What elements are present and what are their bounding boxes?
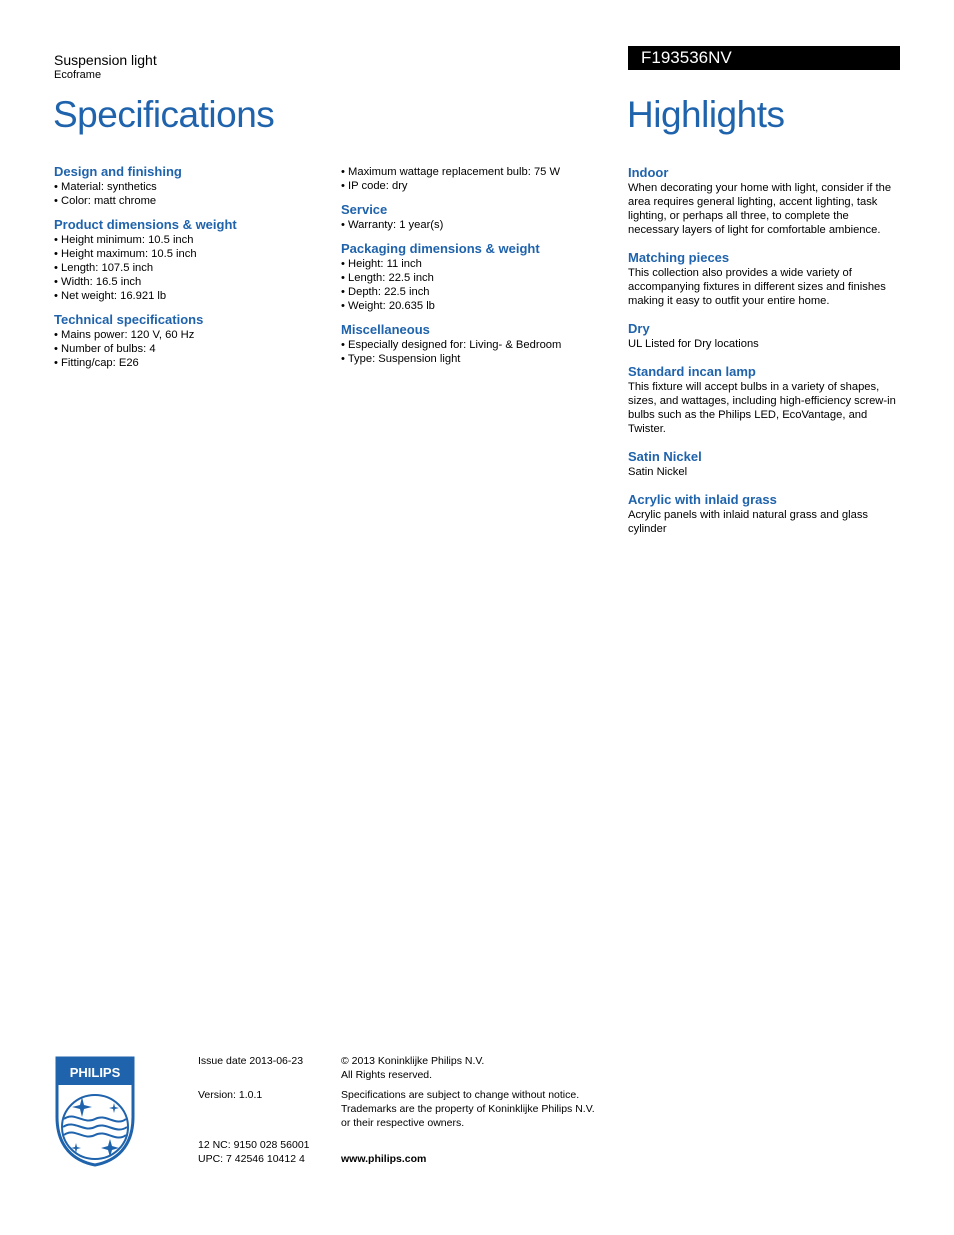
spec-item: • Especially designed for: Living- & Bedroom: [341, 338, 611, 352]
specifications-title: Specifications: [53, 94, 275, 135]
spec-item: • Depth: 22.5 inch: [341, 285, 611, 299]
spec-section-heading: Packaging dimensions & weight: [341, 241, 540, 256]
highlight-heading: Standard incan lamp: [628, 364, 756, 379]
spec-item: • Width: 16.5 inch: [54, 275, 324, 289]
spec-section-heading: Product dimensions & weight: [54, 217, 237, 232]
spec-item: • Mains power: 120 V, 60 Hz: [54, 328, 324, 342]
spec-section: [54, 217, 324, 303]
spec-section: [341, 241, 611, 313]
highlight-line: making it easy to outfit your entire home.: [628, 295, 830, 307]
footer-left: [198, 1054, 328, 1166]
spec-item: • Color: matt chrome: [54, 194, 324, 208]
spec-item: • Length: 22.5 inch: [341, 271, 611, 285]
highlight-heading: Acrylic with inlaid grass: [628, 492, 777, 507]
spec-item: • Fitting/cap: E26: [54, 356, 324, 370]
spec-item: • Warranty: 1 year(s): [341, 218, 611, 232]
spec-item: • Type: Suspension light: [341, 352, 611, 366]
product-type: Suspension light: [54, 52, 157, 68]
highlight-block: [628, 492, 908, 536]
spec-item: • Material: synthetics: [54, 180, 324, 194]
spec-item: • Height maximum: 10.5 inch: [54, 247, 324, 261]
highlight-heading: Indoor: [628, 165, 669, 180]
notice-line: or their respective owners.: [341, 1117, 465, 1129]
footer-right: [341, 1054, 621, 1166]
notice-line: Specifications are subject to change without notice.: [341, 1089, 580, 1101]
spec-section: [341, 165, 611, 193]
highlight-line: Twister.: [628, 423, 666, 435]
highlight-line: Satin Nickel: [628, 466, 688, 478]
highlight-line: UL Listed for Dry locations: [628, 338, 759, 350]
highlight-line: sizes, and wattages, including high-efficiency screw-in: [628, 395, 896, 407]
highlight-line: Acrylic panels with inlaid natural grass and glass: [628, 509, 869, 521]
logo-wordmark: PHILIPS: [69, 1065, 121, 1080]
highlights-title: Highlights: [627, 94, 785, 135]
upc-code: UPC: 7 42546 10412 4: [198, 1153, 305, 1165]
highlight-line: accompanying fixtures in different sizes and finishes: [628, 281, 886, 293]
highlight-line: bulbs such as the Philips LED, EcoVantage, and: [628, 409, 868, 421]
highlight-block: [628, 364, 908, 436]
spec-section: [341, 202, 611, 232]
copyright-line: © 2013 Koninklijke Philips N.V.: [341, 1055, 485, 1067]
model-number-bar: F193536NV: [628, 46, 900, 70]
issue-date: Issue date 2013-06-23: [198, 1055, 304, 1067]
highlight-line: area requires general lighting, accent lighting, task: [628, 196, 878, 208]
highlight-heading: Matching pieces: [628, 250, 730, 265]
spec-item: • Maximum wattage replacement bulb: 75 W: [341, 165, 611, 179]
product-line: Ecoframe: [54, 69, 102, 81]
highlights-column: [628, 165, 908, 549]
website-link[interactable]: www.philips.com: [341, 1153, 427, 1165]
spec-item: • Length: 107.5 inch: [54, 261, 324, 275]
spec-section-heading: Technical specifications: [54, 312, 204, 327]
notice-line: Trademarks are the property of Koninklijke Philips N.V.: [341, 1103, 595, 1115]
spec-item: • IP code: dry: [341, 179, 611, 193]
highlight-line: When decorating your home with light, consider if the: [628, 182, 892, 194]
spec-item: • Net weight: 16.921 lb: [54, 289, 324, 303]
spec-section: [54, 164, 324, 208]
highlight-line: necessary layers of light for comfortable ambience.: [628, 224, 881, 236]
spec-section: [341, 322, 611, 366]
highlight-block: [628, 165, 908, 237]
highlight-block: [628, 321, 908, 351]
specs-right-column: [341, 165, 611, 375]
philips-shield-logo: [54, 1055, 136, 1167]
highlight-line: This collection also provides a wide variety of: [628, 267, 852, 279]
highlight-line: cylinder: [628, 523, 667, 535]
specs-left-column: [54, 164, 324, 379]
highlight-line: This fixture will accept bulbs in a variety of shapes,: [628, 381, 880, 393]
spec-section-heading: Design and finishing: [54, 164, 182, 179]
version: Version: 1.0.1: [198, 1089, 263, 1101]
highlight-line: lighting, or perhaps all three, to complete the: [628, 210, 849, 222]
spec-item: • Height: 11 inch: [341, 257, 611, 271]
highlight-heading: Satin Nickel: [628, 449, 702, 464]
spec-item: • Number of bulbs: 4: [54, 342, 324, 356]
nc-code: 12 NC: 9150 028 56001: [198, 1139, 310, 1151]
spec-section-heading: Miscellaneous: [341, 322, 430, 337]
copyright-line: All Rights reserved.: [341, 1069, 433, 1081]
spec-section-heading: Service: [341, 202, 388, 217]
highlight-block: [628, 449, 908, 479]
spec-item: • Height minimum: 10.5 inch: [54, 233, 324, 247]
spec-section: [54, 312, 324, 370]
highlight-heading: Dry: [628, 321, 650, 336]
highlight-block: [628, 250, 908, 308]
spec-item: • Weight: 20.635 lb: [341, 299, 611, 313]
